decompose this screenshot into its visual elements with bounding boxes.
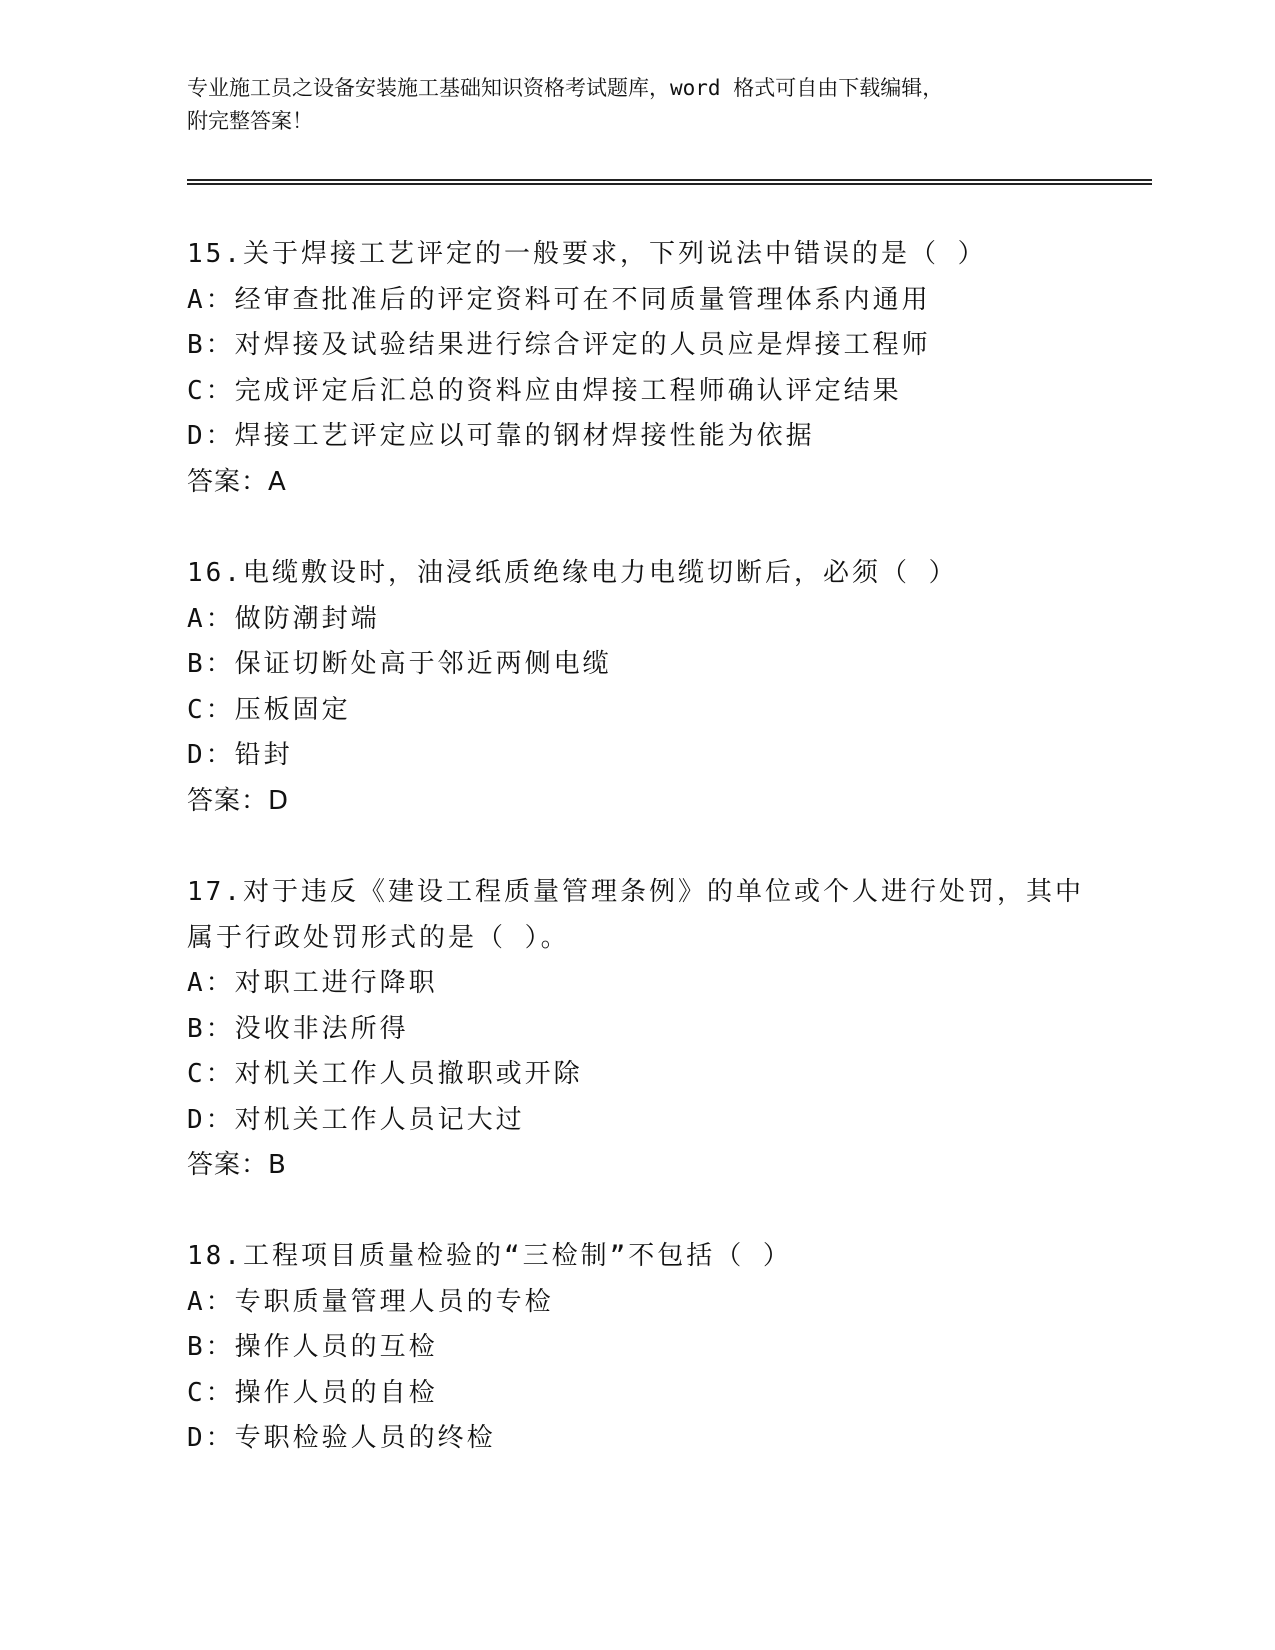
option-a: A：经审查批准后的评定资料可在不同质量管理体系内通用 xyxy=(187,284,931,315)
option-d: D：铅封 xyxy=(187,740,293,770)
option-a: A：专职质量管理人员的专检 xyxy=(187,1286,554,1317)
option-b: B：操作人员的互检 xyxy=(187,1332,438,1362)
question-stem-continued: 属于行政处罚形式的是（ ）。 xyxy=(187,922,570,953)
question-stem: 17.对于违反《建设工程质量管理条例》的单位或个人进行处罚，其中 xyxy=(187,877,1084,907)
option-b: B：对焊接及试验结果进行综合评定的人员应是焊接工程师 xyxy=(187,330,931,360)
option-b: B：保证切断处高于邻近两侧电缆 xyxy=(187,649,612,679)
option-c: C：对机关工作人员撤职或开除 xyxy=(187,1059,583,1089)
header-line-1: 专业施工员之设备安装施工基础知识资格考试题库，word 格式可自由下载编辑， xyxy=(187,76,944,100)
option-d: D：专职检验人员的终检 xyxy=(187,1423,496,1453)
option-d: D：焊接工艺评定应以可靠的钢材焊接性能为依据 xyxy=(187,421,815,451)
option-a: A：对职工进行降职 xyxy=(187,968,438,998)
header-divider-top xyxy=(187,179,1152,181)
question-stem: 16.电缆敷设时，油浸纸质绝缘电力电缆切断后，必须（ ） xyxy=(187,558,958,588)
document-header xyxy=(187,72,1087,138)
option-c: C：压板固定 xyxy=(187,694,351,725)
header-divider-bottom xyxy=(187,183,1152,185)
question-17 xyxy=(187,870,1087,1189)
option-d: D：对机关工作人员记大过 xyxy=(187,1104,525,1135)
answer: 答案：A xyxy=(187,466,287,497)
option-b: B：没收非法所得 xyxy=(187,1013,409,1044)
question-15 xyxy=(187,232,1087,505)
option-a: A：做防潮封端 xyxy=(187,603,380,634)
question-stem: 18.工程项目质量检验的“三检制”不包括（ ） xyxy=(187,1241,792,1271)
answer: 答案：D xyxy=(187,785,290,816)
option-c: C：完成评定后汇总的资料应由焊接工程师确认评定结果 xyxy=(187,375,902,406)
option-c: C：操作人员的自检 xyxy=(187,1377,438,1408)
header-line-2: 附完整答案！ xyxy=(187,109,313,133)
question-stem: 15.关于焊接工艺评定的一般要求，下列说法中错误的是（ ） xyxy=(187,239,987,269)
answer: 答案：B xyxy=(187,1150,287,1180)
question-18 xyxy=(187,1234,1087,1462)
question-16 xyxy=(187,551,1087,824)
